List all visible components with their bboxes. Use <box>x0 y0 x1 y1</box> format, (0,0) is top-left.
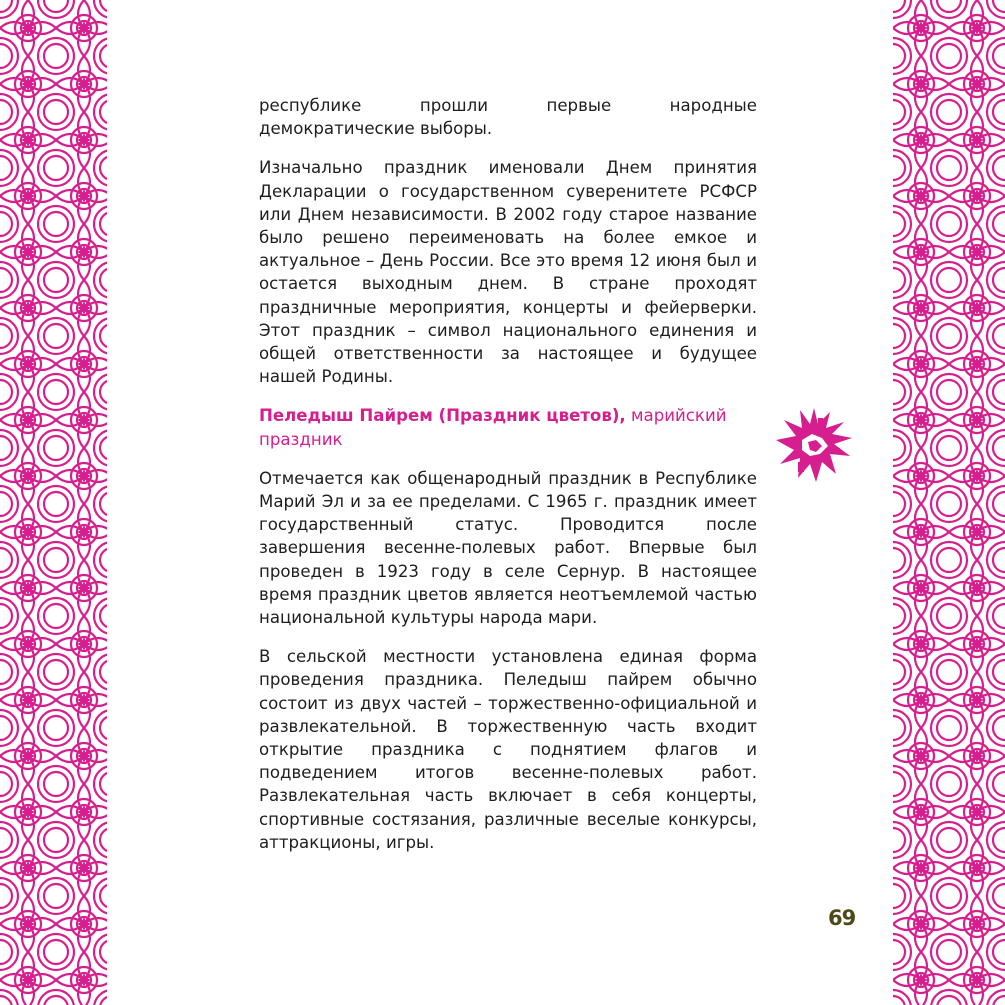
paragraph-2: Изначально праздник именовали Днем принятия Декларации о государственном суверенитете РСФСР или Днем независимости. В 2002 году старое название было решено переименовать на более емкое и актуальное – День России. Все это время 12 июня был и остается выходным днем. В стране проходят праздничные мероприятия, концерты и фейерверки. Этот праздник – символ национального единения и общей ответственности за настоящее и будущее нашей Родины. <box>259 158 757 387</box>
splash-map-icon <box>772 404 856 486</box>
heading-title: Пеледыш Пайрем (Праздник цветов), <box>259 406 626 426</box>
page-number: 69 <box>828 906 856 930</box>
heading-subtitle: марийский праздник <box>259 406 727 449</box>
paragraph-1: республике прошли первые народные демократические выборы. <box>259 96 757 139</box>
paragraph-4: В сельской местности установлена единая форма проведения праздника. Пеледыш пайрем обычно состоит из двух частей – торжественно-официальной и развлекательной. В торжественную часть входит открытие праздника с поднятием флагов и подведением итогов весенне-полевых работ. Развлекательная часть включает в себя концерты, спортивные состязания, различные веселые конкурсы, аттракционы, игры. <box>259 647 757 852</box>
left-border-pattern <box>0 0 107 1005</box>
floral-pattern-icon <box>0 0 107 1005</box>
right-border-pattern <box>893 0 1005 1005</box>
section-heading <box>259 404 757 450</box>
paragraph-3: Отмечается как общенародный праздник в Республике Марий Эл и за ее пределами. С 1965 г. праздник имеет государственный статус. Проводится после завершения весенне-полевых работ. Впервые был проведен в 1923 году в селе Сернур. В настоящее время праздник цветов является неотъемлемой частью национальной культуры народа мари. <box>259 468 757 628</box>
article-body <box>259 94 757 870</box>
floral-pattern-icon <box>893 0 1005 1005</box>
